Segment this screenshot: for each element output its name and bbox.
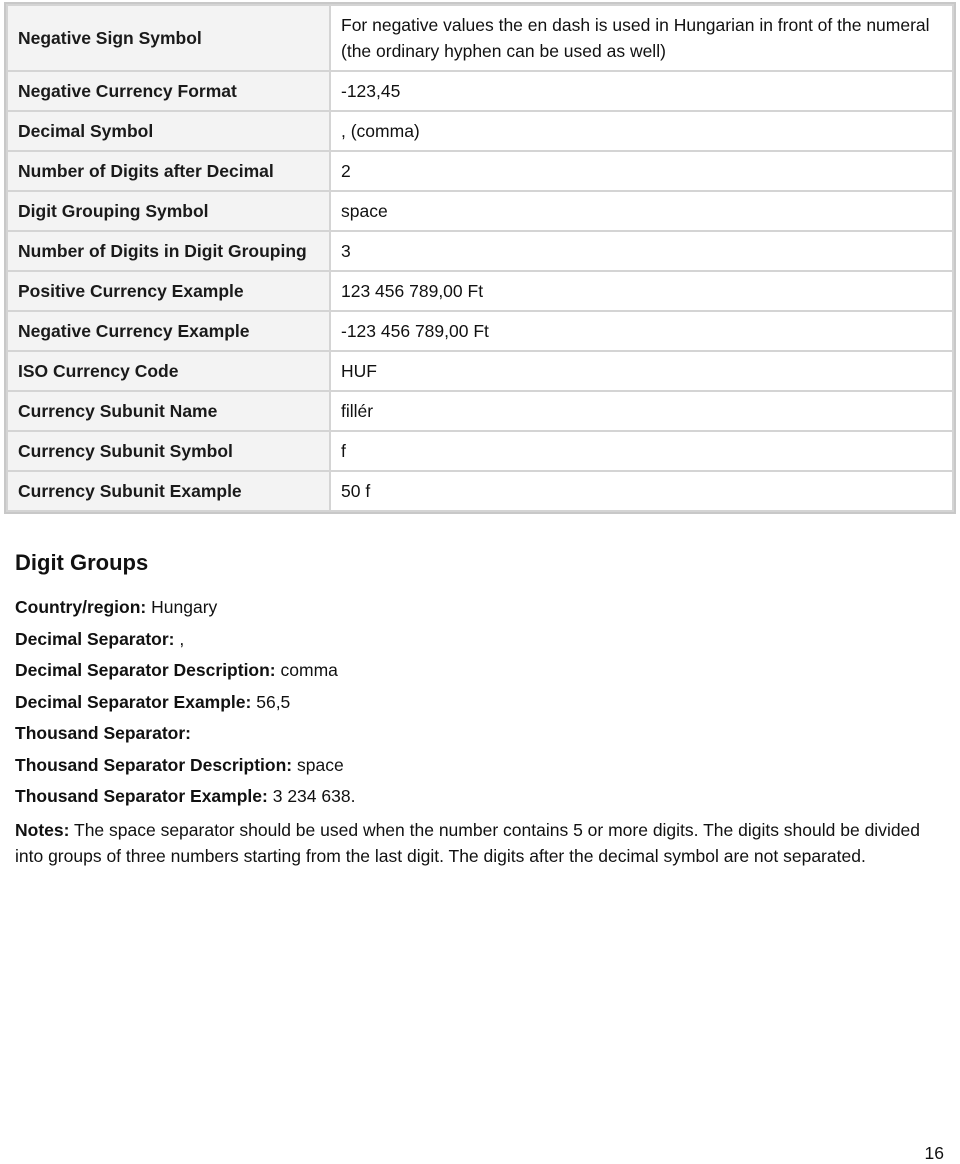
row-label: Negative Currency Format bbox=[7, 71, 330, 111]
field-label: Decimal Separator Example: bbox=[15, 691, 252, 712]
row-label: Digit Grouping Symbol bbox=[7, 191, 330, 231]
table-row bbox=[7, 471, 953, 511]
digit-groups-section bbox=[15, 548, 945, 869]
row-value: -123 456 789,00 Ft bbox=[330, 311, 953, 351]
field-thousand-separator-example bbox=[15, 785, 945, 807]
field-value: comma bbox=[280, 660, 338, 680]
table-row bbox=[7, 311, 953, 351]
row-label: Negative Sign Symbol bbox=[7, 5, 330, 71]
table-row bbox=[7, 231, 953, 271]
field-label: Thousand Separator: bbox=[15, 723, 191, 743]
field-value: Hungary bbox=[151, 597, 218, 617]
row-value: f bbox=[330, 431, 953, 471]
row-label: Currency Subunit Symbol bbox=[7, 431, 330, 471]
row-label: Positive Currency Example bbox=[7, 271, 330, 311]
row-value: space bbox=[330, 191, 953, 231]
field-decimal-separator bbox=[15, 628, 945, 650]
section-heading: Digit Groups bbox=[15, 550, 149, 575]
table-row bbox=[7, 5, 953, 71]
table-row bbox=[7, 191, 953, 231]
field-value: , bbox=[179, 628, 185, 649]
row-value: 3 bbox=[330, 231, 953, 271]
row-label: Number of Digits after Decimal bbox=[7, 151, 330, 191]
row-label: ISO Currency Code bbox=[7, 351, 330, 391]
row-label: Negative Currency Example bbox=[7, 311, 330, 351]
row-value: HUF bbox=[330, 351, 953, 391]
field-decimal-separator-description bbox=[15, 659, 945, 681]
notes-paragraph bbox=[15, 817, 945, 869]
field-label: Decimal Separator: bbox=[15, 628, 175, 649]
row-label: Decimal Symbol bbox=[7, 111, 330, 151]
field-value: space bbox=[297, 754, 344, 775]
field-decimal-separator-example bbox=[15, 691, 945, 713]
field-label: Thousand Separator Description: bbox=[15, 754, 293, 775]
field-label: Country/region: bbox=[15, 597, 147, 617]
field-thousand-separator bbox=[15, 722, 945, 744]
field-thousand-separator-description bbox=[15, 754, 945, 776]
field-country-region bbox=[15, 596, 945, 618]
row-value: 50 f bbox=[330, 471, 953, 511]
field-value: 3 234 638. bbox=[272, 786, 356, 806]
table-row bbox=[7, 351, 953, 391]
table-row bbox=[7, 151, 953, 191]
row-value: For negative values the en dash is used in Hungarian in front of the numeral (the ordinary hyphen can be used as well) bbox=[330, 5, 953, 71]
row-label: Currency Subunit Example bbox=[7, 471, 330, 511]
table-row bbox=[7, 431, 953, 471]
row-label: Number of Digits in Digit Grouping bbox=[7, 231, 330, 271]
table-row bbox=[7, 71, 953, 111]
field-label: Thousand Separator Example: bbox=[15, 786, 268, 806]
notes-text: The space separator should be used when the number contains 5 or more digits. The digits should be divided into groups of three numbers starting from the last digit. The digits after the decimal symbol are not separated. bbox=[15, 820, 921, 866]
row-value: 123 456 789,00 Ft bbox=[330, 271, 953, 311]
table-row bbox=[7, 111, 953, 151]
row-value: -123,45 bbox=[330, 71, 953, 111]
page-number: 16 bbox=[924, 1143, 944, 1163]
table-row bbox=[7, 271, 953, 311]
field-value: 56,5 bbox=[256, 691, 291, 712]
settings-table bbox=[6, 4, 954, 512]
row-value: , (comma) bbox=[330, 111, 953, 151]
row-value: 2 bbox=[330, 151, 953, 191]
settings-table-container bbox=[4, 2, 956, 514]
notes-label: Notes: bbox=[15, 820, 70, 840]
field-label: Decimal Separator Description: bbox=[15, 660, 276, 680]
row-value: fillér bbox=[330, 391, 953, 431]
table-row bbox=[7, 391, 953, 431]
row-label: Currency Subunit Name bbox=[7, 391, 330, 431]
